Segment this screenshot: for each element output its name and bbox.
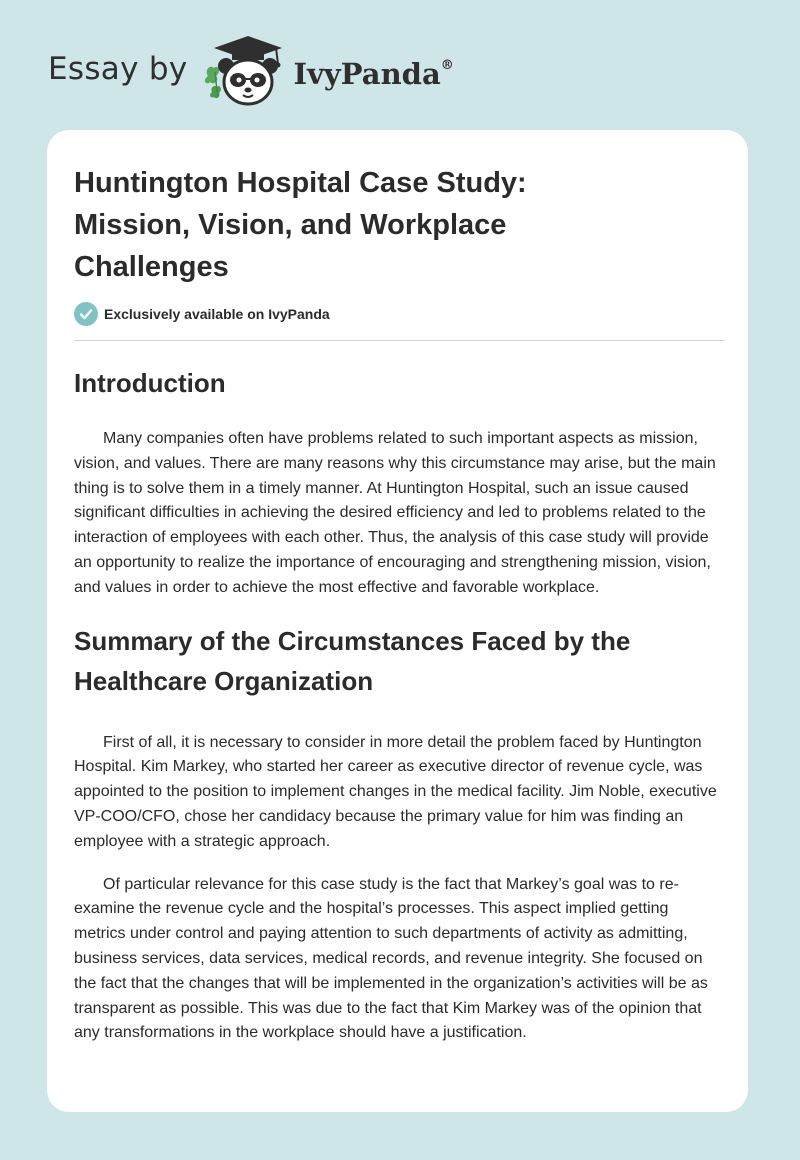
paragraph: Of particular relevance for this case study is the fact that Markey’s goal was to re-examine the revenue cycle and the hospital’s processes. This aspect implied getting metrics under control and paying attention to such departments of activity as admitting, business services, data services, medical records, and revenue integrity. She focused on the fact that the changes that will be implemented in the organization’s activities will be as transparent as possible. This was due to the fact that Kim Markey was of the opinion that any transformations in the workplace should have a justification.: [74, 875, 708, 1042]
brand-name: IvyPanda®: [293, 57, 454, 91]
badge-text: Exclusively available on IvyPanda: [104, 306, 330, 322]
section-heading-summary: [74, 621, 724, 701]
brand-prefix: Essay by: [48, 51, 188, 87]
divider: [74, 340, 724, 341]
title-line: Challenges: [74, 251, 229, 283]
article-card: [47, 130, 748, 1112]
paragraph: First of all, it is necessary to consider in more detail the problem faced by Huntington Hospital. Kim Markey, who started her career as executive director of revenue cycle, was appointed to the position to implement changes in the medical facility. Jim Noble, executive VP-COO/CFO, chose her candidacy because the primary value for him was finding an employee with a strategic approach.: [74, 733, 717, 850]
page-title: [74, 162, 724, 288]
paragraph: Many companies often have problems related to such important aspects as mission, vision, and values. There are many reasons why this circumstance may arise, but the main thing is to solve them in a timely manner. At Huntington Hospital, such an issue caused significant difficulties in achieving the desired efficiency and led to problems related to the interaction of employees with each other. Thus, the analysis of this case study will provide an opportunity to realize the importance of encouraging and strengthening mission, vision, and values in order to achieve the most effective and favorable workplace.: [74, 430, 716, 596]
panda-graduate-icon: [202, 32, 288, 108]
article-content: [74, 162, 724, 1046]
title-line: Huntington Hospital Case Study:: [74, 167, 527, 199]
site-header: [48, 34, 508, 114]
title-line: Mission, Vision, and Workplace: [74, 209, 507, 241]
heading-line: Summary of the Circumstances Faced by the: [74, 625, 631, 656]
check-circle-icon: [74, 302, 98, 326]
exclusive-badge: [74, 302, 724, 326]
ivypanda-logo-link[interactable]: [202, 32, 288, 113]
heading-line: Healthcare Organization: [74, 665, 374, 696]
section-heading-introduction: Introduction: [74, 368, 226, 398]
registered-mark: ®: [440, 58, 454, 74]
